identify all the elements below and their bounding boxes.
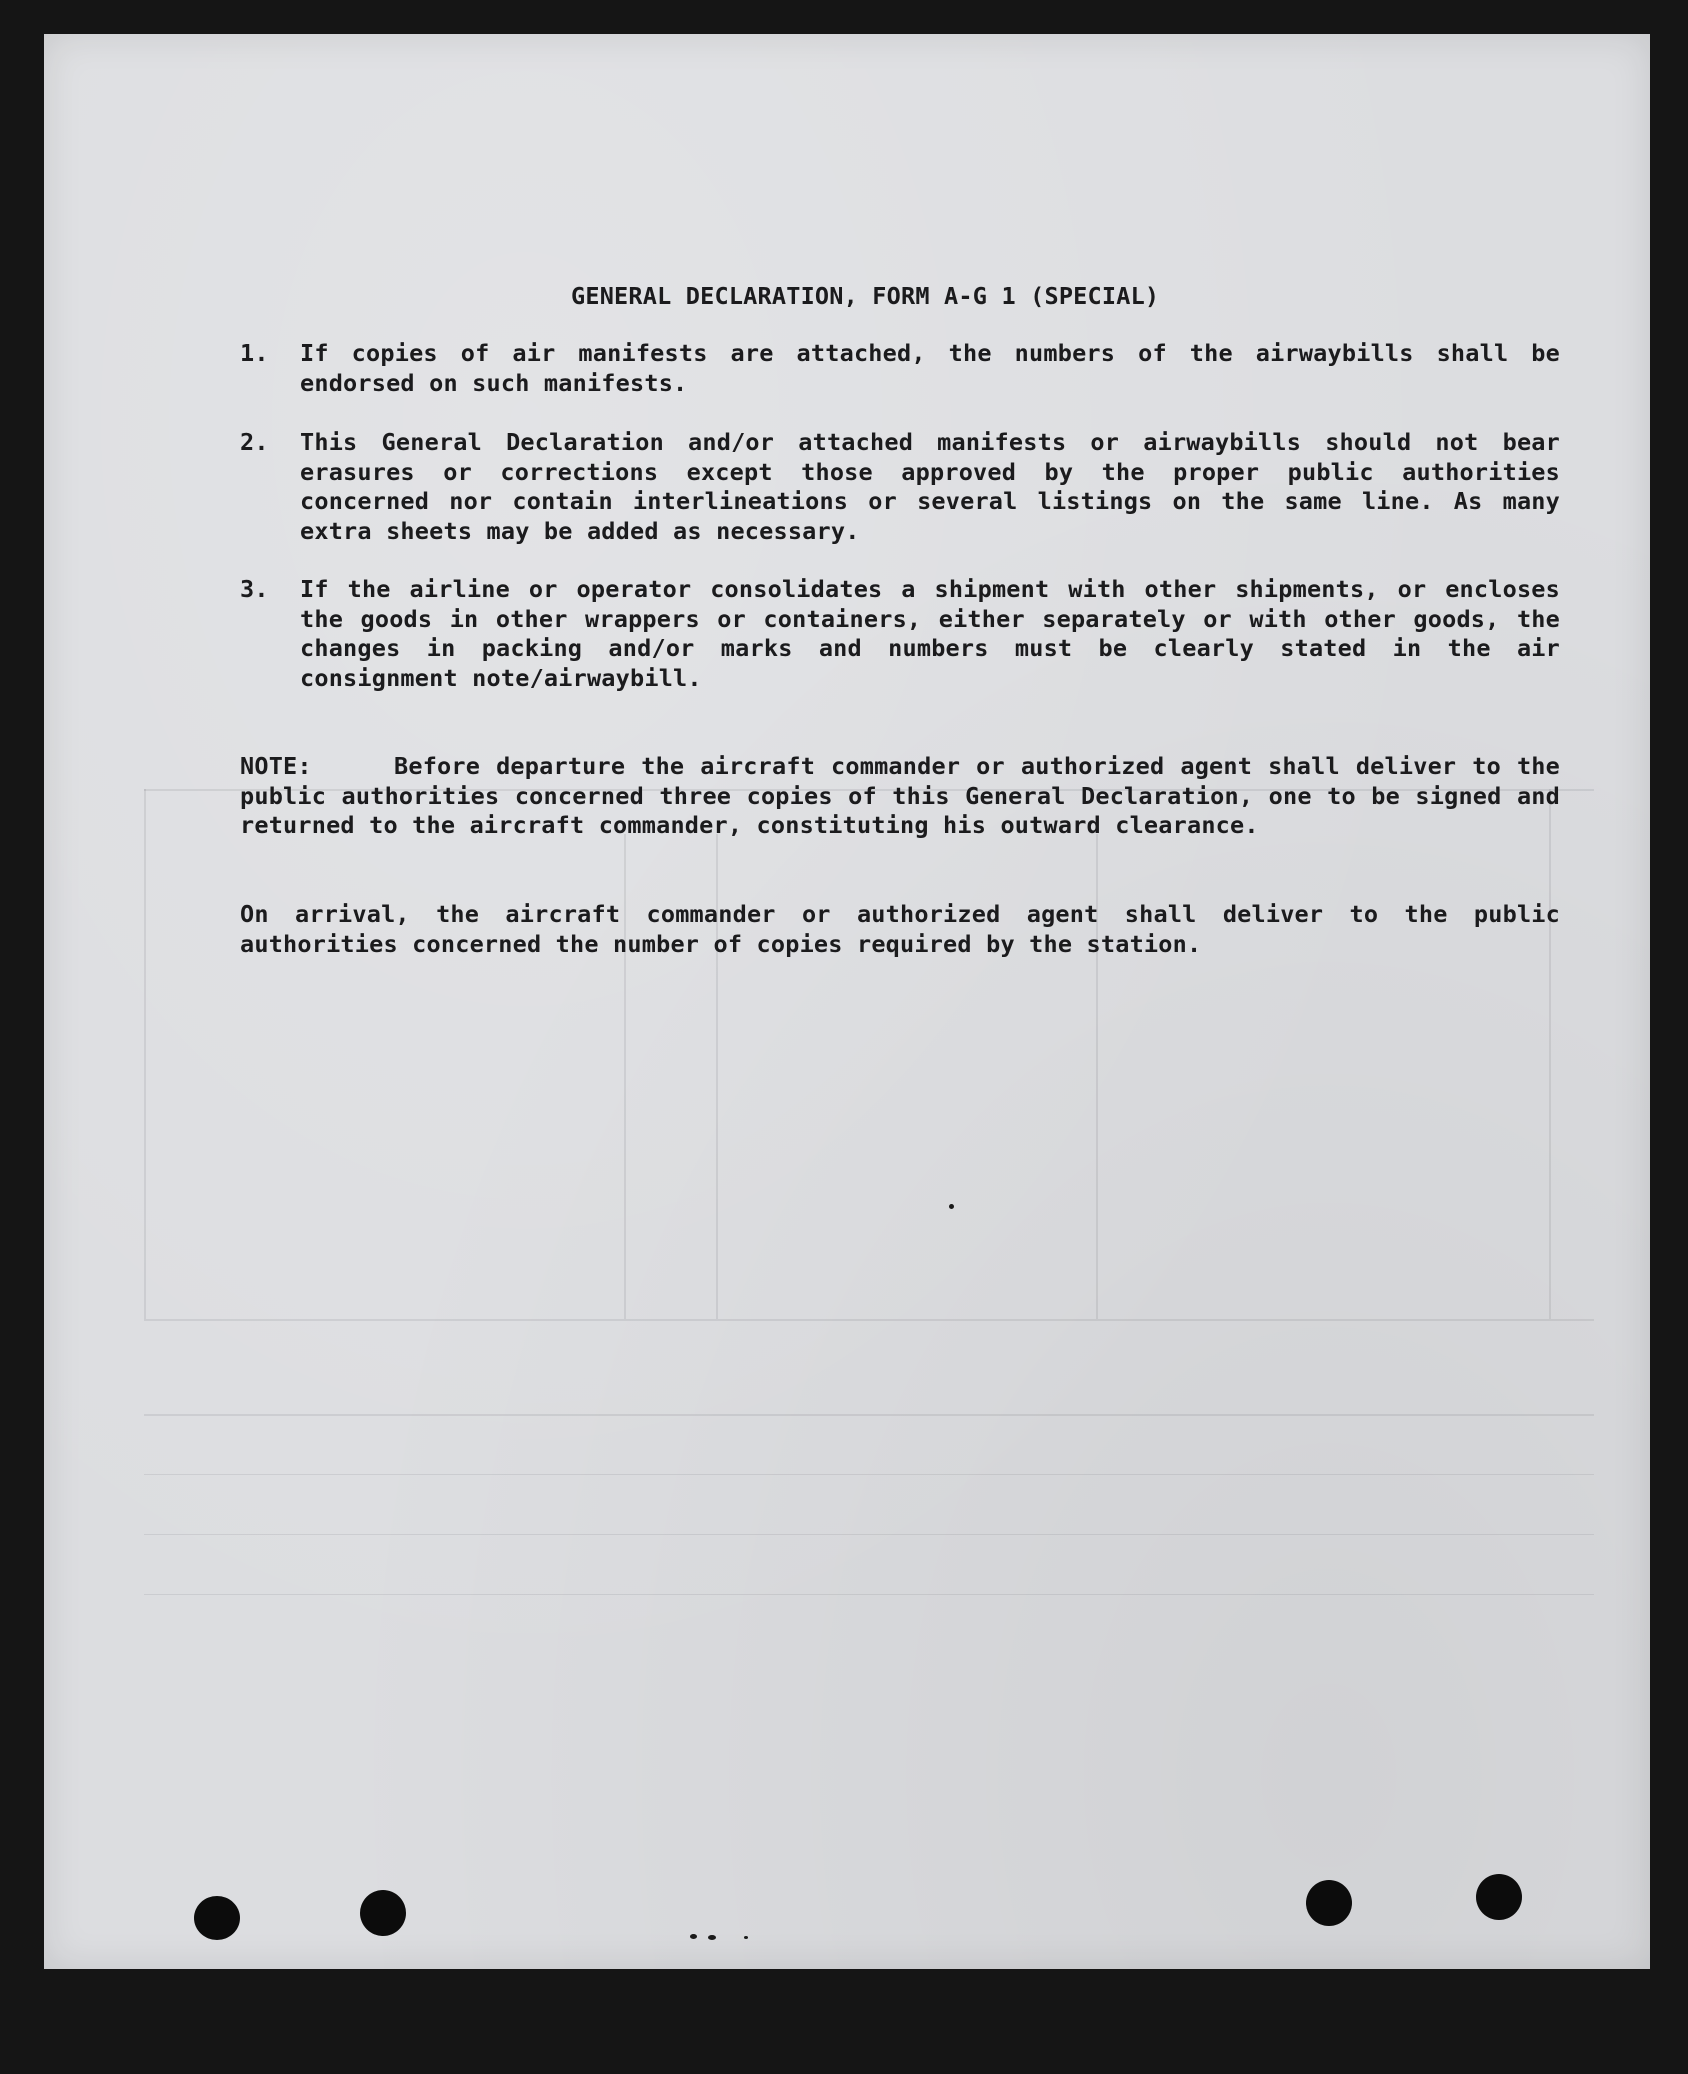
item-number: 3. (240, 575, 269, 603)
bleed-through-line (144, 789, 146, 1319)
item-text: If the airline or operator consolidates a shipment with other shipments, or encloses the goods in other wrappers or containers, either separately or with other goods, the changes in packing and/or marks and numbers must be clearly stated in the air consignment note/airwaybill. (300, 575, 1560, 692)
bleed-through-line (1549, 789, 1551, 1319)
item-text: If copies of air manifests are attached, the numbers of the airwaybills shall be endorsed on such manifests. (300, 339, 1560, 397)
bleed-through-line (144, 1319, 1594, 1321)
speck (708, 1935, 716, 1940)
speck (744, 1936, 748, 1939)
bleed-through-line (144, 1414, 1594, 1416)
punch-hole (1476, 1874, 1522, 1920)
paper-sheet (44, 34, 1650, 1969)
punch-hole (194, 1896, 240, 1940)
item-number: 1. (240, 339, 269, 367)
item-number: 2. (240, 428, 269, 456)
punch-hole (360, 1890, 406, 1936)
note-paragraph (240, 752, 1560, 841)
bleed-through-line (144, 1474, 1594, 1475)
note-text: Before departure the aircraft commander or authorized agent shall deliver to the public authorities concerned three copies of this General Declaration, one to be signed and returned to the aircraft commander, constituting his outward clearance. (240, 752, 1560, 839)
speck (949, 1204, 954, 1209)
note-label: NOTE: (240, 752, 312, 780)
speck (690, 1934, 697, 1939)
punch-hole (1306, 1880, 1352, 1926)
bleed-through-line (144, 1534, 1594, 1535)
page-title: GENERAL DECLARATION, FORM A-G 1 (SPECIAL) (571, 282, 1160, 310)
arrival-paragraph: On arrival, the aircraft commander or authorized agent shall deliver to the public authorities concerned the number of copies required by the station. (240, 900, 1560, 958)
bleed-through-line (144, 1594, 1594, 1595)
item-text: This General Declaration and/or attached manifests or airwaybills should not bear erasures or corrections except those approved by the proper public authorities concerned nor contain interlineations or several listings on the same line. As many extra sheets may be added as necessary. (300, 428, 1560, 545)
